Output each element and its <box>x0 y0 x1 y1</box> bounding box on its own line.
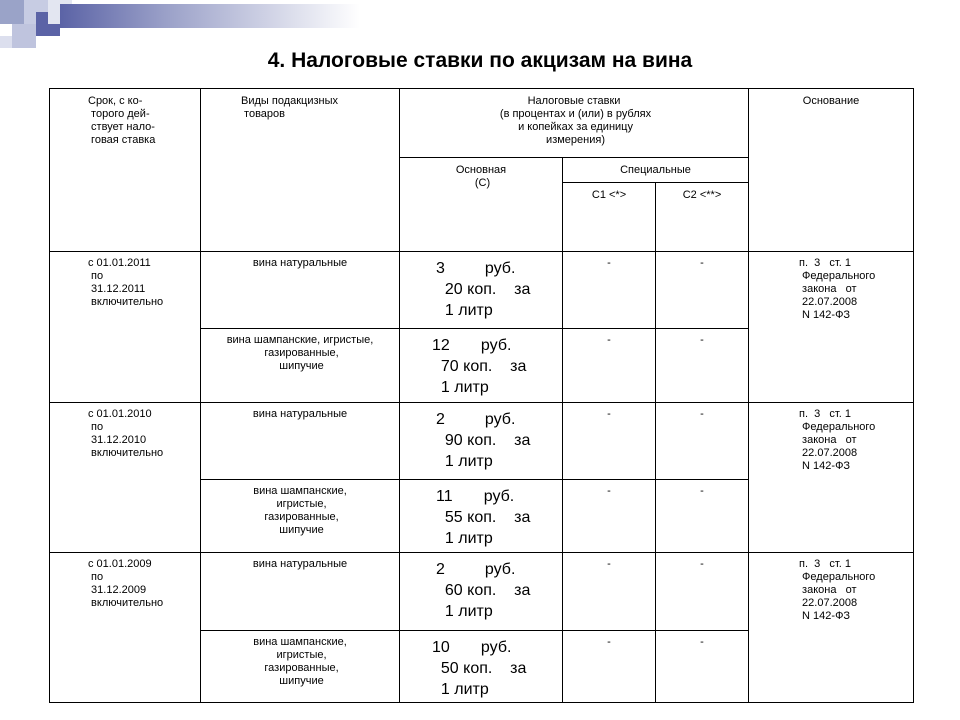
c1-cell: - <box>563 553 656 631</box>
goods-cell: вина натуральные <box>201 252 400 329</box>
basic-rate-cell: 12 руб. 70 коп. за 1 литр <box>400 329 563 403</box>
term-cell: с 01.01.2009 по 31.12.2009 включительно <box>50 553 201 703</box>
basis-cell: п. 3 ст. 1 Федерального закона от 22.07.2008 N 142-ФЗ <box>749 403 914 553</box>
goods-cell: вина шампанские, игристые, газированные, шипучие <box>201 480 400 553</box>
c2-cell: - <box>656 252 749 329</box>
c2-cell: - <box>656 631 749 703</box>
c2-cell: - <box>656 329 749 403</box>
table-row <box>50 252 914 329</box>
goods-cell: вина натуральные <box>201 553 400 631</box>
c1-cell: - <box>563 480 656 553</box>
c2-cell: - <box>656 553 749 631</box>
header-term: Срок, с ко- торого дей- ствует нало- говая ставка <box>50 89 201 252</box>
goods-cell: вина шампанские, игристые, газированные, шипучие <box>201 329 400 403</box>
header-row-1 <box>50 89 914 158</box>
term-cell: с 01.01.2011 по 31.12.2011 включительно <box>50 252 201 403</box>
header-basis: Основание <box>749 89 914 252</box>
excise-rates-table <box>49 88 914 703</box>
c2-cell: - <box>656 480 749 553</box>
header-goods: Виды подакцизных товаров <box>201 89 400 252</box>
c1-cell: - <box>563 403 656 480</box>
header-c2: С2 <**> <box>656 183 749 252</box>
basis-cell: п. 3 ст. 1 Федерального закона от 22.07.2008 N 142-ФЗ <box>749 553 914 703</box>
page-title: 4. Налоговые ставки по акцизам на вина <box>267 49 693 72</box>
goods-cell: вина натуральные <box>201 403 400 480</box>
basis-cell: п. 3 ст. 1 Федерального закона от 22.07.2008 N 142-ФЗ <box>749 252 914 403</box>
header-rates: Налоговые ставки (в процентах и (или) в рублях и копейках за единицу измерения) <box>400 89 749 158</box>
c1-cell: - <box>563 252 656 329</box>
header-special-rates: Специальные <box>563 158 749 183</box>
table-row <box>50 403 914 480</box>
c1-cell: - <box>563 631 656 703</box>
basic-rate-cell: 11 руб. 55 коп. за 1 литр <box>400 480 563 553</box>
header-basic-rate: Основная (С) <box>400 158 563 252</box>
basic-rate-cell: 3 руб. 20 коп. за 1 литр <box>400 252 563 329</box>
c1-cell: - <box>563 329 656 403</box>
goods-cell: вина шампанские, игристые, газированные, шипучие <box>201 631 400 703</box>
basic-rate-cell: 2 руб. 60 коп. за 1 литр <box>400 553 563 631</box>
table-row <box>50 553 914 631</box>
header-c1: С1 <*> <box>563 183 656 252</box>
basic-rate-cell: 10 руб. 50 коп. за 1 литр <box>400 631 563 703</box>
term-cell: с 01.01.2010 по 31.12.2010 включительно <box>50 403 201 553</box>
c2-cell: - <box>656 403 749 480</box>
basic-rate-cell: 2 руб. 90 коп. за 1 литр <box>400 403 563 480</box>
